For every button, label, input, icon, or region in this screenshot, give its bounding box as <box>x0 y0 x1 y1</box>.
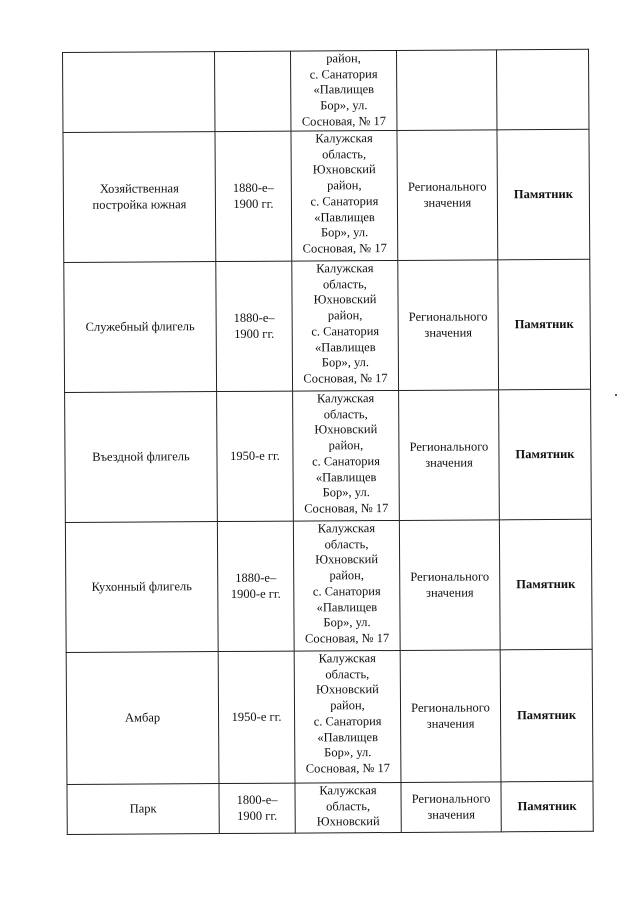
address-cell: Калужская область, Юхновский район, с. Санатория «Павлищев Бор», ул. Сосновая, № 17 <box>294 650 401 783</box>
significance-cell: Регионального значения <box>399 520 500 651</box>
date-cell: 1950-е гг. <box>218 651 295 783</box>
object-type-cell: Памятник <box>497 129 590 260</box>
date-cell: 1880-е– 1900 гг. <box>215 131 292 261</box>
object-type-cell <box>496 49 588 130</box>
object-name-cell: Амбар <box>66 652 219 785</box>
address-cell: Калужская область, Юхновский район, с. Санатория «Павлищев Бор», ул. Сосновая, № 17 <box>293 520 400 651</box>
significance-cell: Регионального значения <box>401 782 501 833</box>
significance-cell: Регионального значения <box>398 260 499 391</box>
object-name-cell: Парк <box>67 784 219 835</box>
table-row <box>66 649 593 784</box>
object-name-cell: Кухонный флигель <box>65 522 218 653</box>
date-cell: 1880-е– 1900 гг. <box>216 261 293 391</box>
date-cell: 1950-е гг. <box>217 391 294 521</box>
address-cell: Калужская область, Юхновский район, с. Санатория «Павлищев Бор», ул. Сосновая, № 17 <box>291 130 398 261</box>
object-type-cell: Памятник <box>500 649 593 782</box>
address-cell: Калужская область, Юхновский район, с. Санатория «Павлищев Бор», ул. Сосновая, № 17 <box>293 390 400 521</box>
object-name-cell: Служебный флигель <box>64 262 217 393</box>
object-type-cell: Памятник <box>499 389 592 520</box>
address-cell: Калужская область, Юхновский <box>295 782 401 833</box>
table-row <box>63 129 590 262</box>
table-row <box>65 519 592 652</box>
date-cell: 1880-е– 1900-е гг. <box>217 521 294 651</box>
object-type-cell: Памятник <box>499 519 592 650</box>
table-row <box>65 389 592 522</box>
object-type-cell: Памятник <box>501 781 593 832</box>
table-row <box>63 49 589 132</box>
object-name-cell: Хозяйственная постройка южная <box>63 132 216 263</box>
object-type-cell: Памятник <box>498 259 591 390</box>
address-cell: район, с. Санатория «Павлищев Бор», ул. Сосновая, № 17 <box>290 50 396 131</box>
significance-cell: Регионального значения <box>400 650 501 783</box>
date-cell <box>215 51 291 131</box>
monuments-table <box>62 49 594 835</box>
address-cell: Калужская область, Юхновский район, с. Санатория «Павлищев Бор», ул. Сосновая, № 17 <box>292 260 399 391</box>
object-name-cell: Въездной флигель <box>65 392 218 523</box>
significance-cell: Регионального значения <box>399 390 500 521</box>
scan-speck <box>615 394 617 396</box>
date-cell: 1800-е– 1900 гг. <box>219 783 295 833</box>
table-row <box>67 781 593 834</box>
object-name-cell <box>63 52 215 133</box>
significance-cell: Регионального значения <box>397 130 498 261</box>
table-row <box>64 259 591 392</box>
significance-cell <box>396 50 496 131</box>
